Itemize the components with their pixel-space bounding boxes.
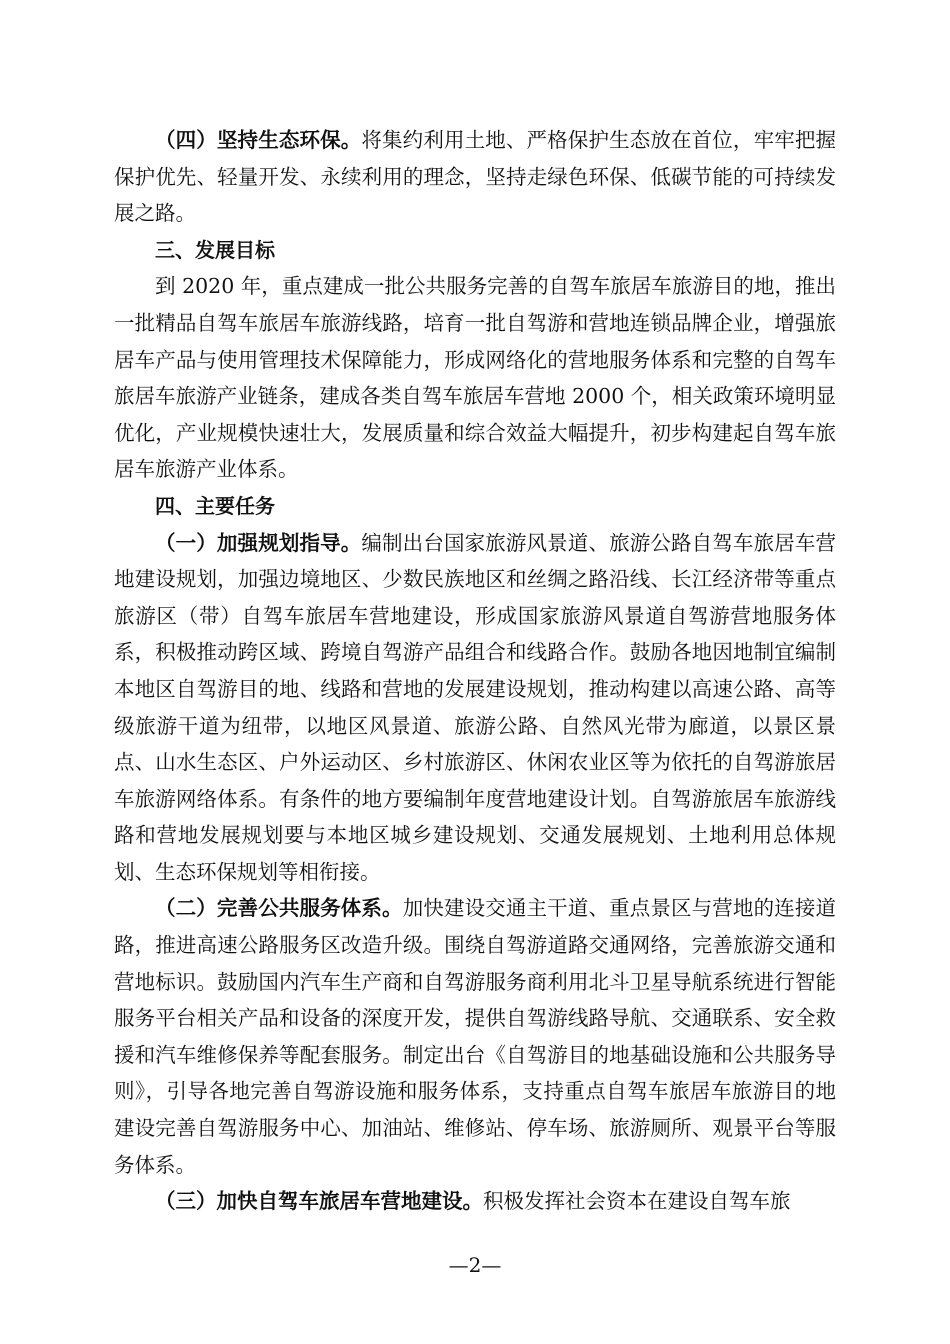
paragraph-lead: （四）坚持生态环保。 [155, 128, 362, 152]
paragraph-principle-4 [114, 122, 836, 232]
paragraph-task-2 [114, 890, 836, 1183]
page-number: —2— [448, 1253, 502, 1277]
paragraph-task-3 [114, 1183, 836, 1220]
paragraph-text: 到 2020 年，重点建成一批公共服务完善的自驾车旅居车旅游目的地，推出一批精品自驾车旅居车旅游线路，培育一批自驾游和营地连锁品牌企业，增强旅居车产品与使用管理技术保障能力，形成网络化的营地服务体系和完整的自驾车旅居车旅游产业链条，建成各类自驾车旅居车营地 2000 个，相关政策环境明显优化，产业规模快速壮大，发展质量和综合效益大幅提升，初步构建起自驾车旅居车旅游产业体系。 [114, 274, 836, 482]
document-body [114, 122, 836, 1220]
paragraph-lead: （一）加强规划指导。 [155, 530, 362, 555]
paragraph-goals [114, 268, 836, 488]
paragraph-lead: （二）完善公共服务体系。 [155, 896, 403, 921]
paragraph-lead: （三）加快自驾车旅居车营地建设。 [155, 1189, 483, 1214]
paragraph-task-1 [114, 525, 836, 891]
section-heading-goals: 三、发展目标 [155, 237, 275, 262]
paragraph-text: 编制出台国家旅游风景道、旅游公路自驾车旅居车营地建设规划，加强边境地区、少数民族地区和丝绸之路沿线、长江经济带等重点旅游区（带）自驾车旅居车营地建设，形成国家旅游风景道自驾游营地服务体系，积极推动跨区域、跨境自驾游产品组合和线路合作。鼓励各地因地制宜编制本地区自驾游目的地、线路和营地的发展建设规划，推动构建以高速公路、高等级旅游干道为纽带，以地区风景道、旅游公路、自然风光带为廊道，以景区景点、山水生态区、户外运动区、乡村旅游区、休闲农业区等为依托的自驾游旅居车旅游网络体系。有条件的地方要编制年度营地建设计划。自驾游旅居车旅游线路和营地发展规划要与本地区城乡建设规划、交通发展规划、土地利用总体规划、生态环保规划等相衔接。 [114, 530, 836, 884]
section-heading-tasks: 四、主要任务 [155, 493, 275, 518]
paragraph-text: 加快建设交通主干道、重点景区与营地的连接道路，推进高速公路服务区改造升级。围绕自驾游道路交通网络，完善旅游交通和营地标识。鼓励国内汽车生产商和自驾游服务商利用北斗卫星导航系统进行智能服务平台相关产品和设备的深度开发，提供自驾游线路导航、交通联系、安全救援和汽车维修保养等配套服务。制定出台《自驾游目的地基础设施和公共服务导则》，引导各地完善自驾游设施和服务体系，支持重点自驾车旅居车旅游目的地建设完善自驾游服务中心、加油站、维修站、停车场、旅游厕所、观景平台等服务体系。 [114, 896, 836, 1177]
paragraph-text: 积极发挥社会资本在建设自驾车旅 [483, 1189, 791, 1214]
paragraph-text: 将集约利用土地、严格保护生态放在首位，牢牢把握保护优先、轻量开发、永续利用的理念，坚持走绿色环保、低碳节能的可持续发展之路。 [114, 128, 836, 226]
